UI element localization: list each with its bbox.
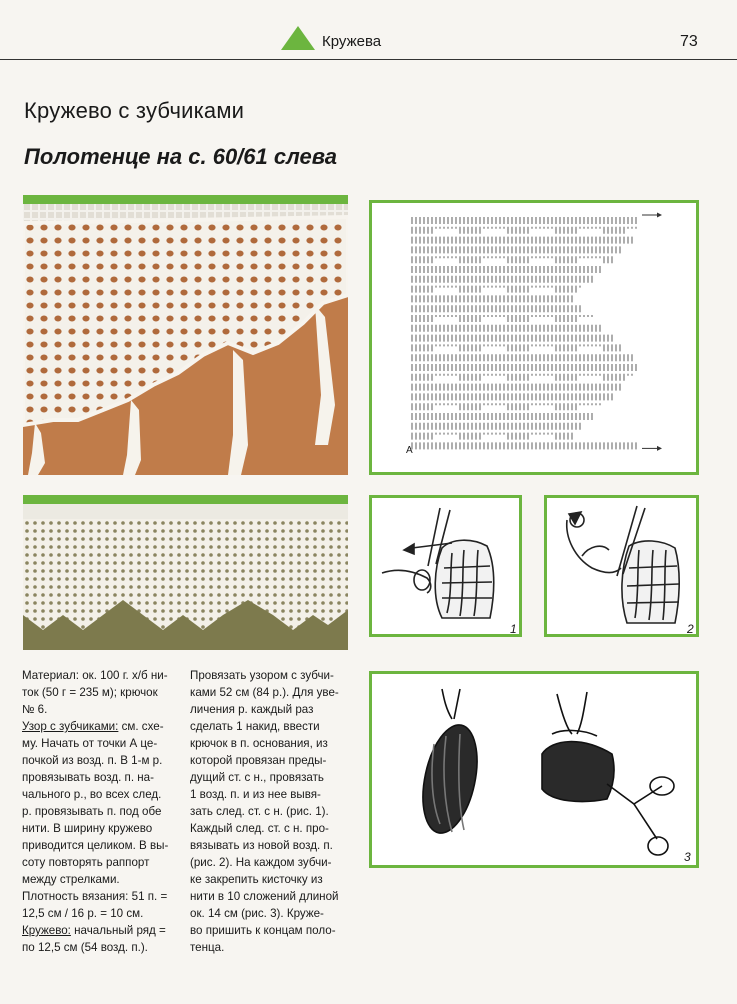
text-line: зать след. ст. с н. (рис. 1). [190,805,329,818]
text-line: Материал: ок. 100 г. х/б ни- [22,669,168,682]
lace-heading: Кружево: [22,924,71,937]
text-line: почкой из возд. п. В 1-м р. [22,754,163,767]
arrow-icon [657,213,662,218]
text-line: чального р., во всех след. [22,788,162,801]
text-line: р. провязывать п. под обе [22,805,162,818]
text-line: сделать 1 накид, ввести [190,720,320,733]
text-line: 12,5 см / 16 р. = 10 см. [22,907,144,920]
crochet-chart-box [369,200,699,475]
text-line: му. Начать от точки А це- [22,737,158,750]
text-line: дущий ст. с н., провязать [190,771,324,784]
figure-2-box [544,495,699,637]
text-line: 1 возд. п. и из нее вывя- [190,788,321,801]
figure-3-number: 3 [684,850,691,864]
text-line: между стрелками. [22,873,120,886]
page-number: 73 [680,33,698,50]
lace-tassels-image [23,195,348,475]
text-line: № 6. [22,703,48,716]
text-line: Плотность вязания: 51 п. = [22,890,168,903]
crochet-chart [372,203,696,472]
lace-strip-image [23,495,348,650]
section-title: Кружева [322,33,382,50]
figure-2-number: 2 [687,622,694,636]
text-line: ок. 14 см (рис. 3). Круже- [190,907,324,920]
photo-accent-bar [23,495,348,504]
text-line: крючок в п. основания, из [190,737,328,750]
instructions-column-1 [22,667,192,956]
figure-1-illustration [372,498,519,634]
text-line: нити. В ширину кружево [22,822,153,835]
page-title: Кружево с зубчиками [24,98,245,123]
text-line: Провязать узором с зубчи- [190,669,334,682]
lace-photo-tassels [23,195,348,475]
figure-2-illustration [547,498,696,634]
page-subtitle: Полотенце на с. 60/61 слева [24,144,337,169]
text-line: тенца. [190,941,225,954]
text-line: Кружево: начальный ряд = [22,924,166,937]
pattern-heading: Узор с зубчиками: [22,720,119,733]
chart-start-label: A [406,445,413,456]
figure-1-box [369,495,522,637]
text-line: соту повторять раппорт [22,856,150,869]
text-line: приводится целиком. В вы- [22,839,169,852]
photo-accent-bar [23,195,348,204]
instructions-column-2 [190,667,365,956]
text-line: вязывать из новой возд. п. [190,839,333,852]
text-line: Узор с зубчиками: см. схе- [22,720,164,733]
text-line: во пришить к концам поло- [190,924,336,937]
text-line: Каждый след. ст. с н. про- [190,822,329,835]
text-line: ке закрепить кисточку из [190,873,323,886]
lace-photo-strip [23,495,348,650]
text-line: которой провязан преды- [190,754,327,767]
text-line: нити в 10 сложений длиной [190,890,339,903]
text-line: ками 52 см (84 р.). Для уве- [190,686,339,699]
text-line: ток (50 г = 235 м); крючок [22,686,158,699]
figure-1-number: 1 [510,622,517,636]
text-line: (рис. 2). На каждом зубчи- [190,856,332,869]
text-line: личения р. каждый раз [190,703,314,716]
arrow-icon [657,446,662,451]
triangle-icon [280,25,316,51]
figure-3-box [369,671,699,868]
header-divider [0,59,737,60]
text-line: провязывать возд. п. на- [22,771,154,784]
figure-3-illustration [372,674,696,865]
text-line: по 12,5 см (54 возд. п.). [22,941,148,954]
